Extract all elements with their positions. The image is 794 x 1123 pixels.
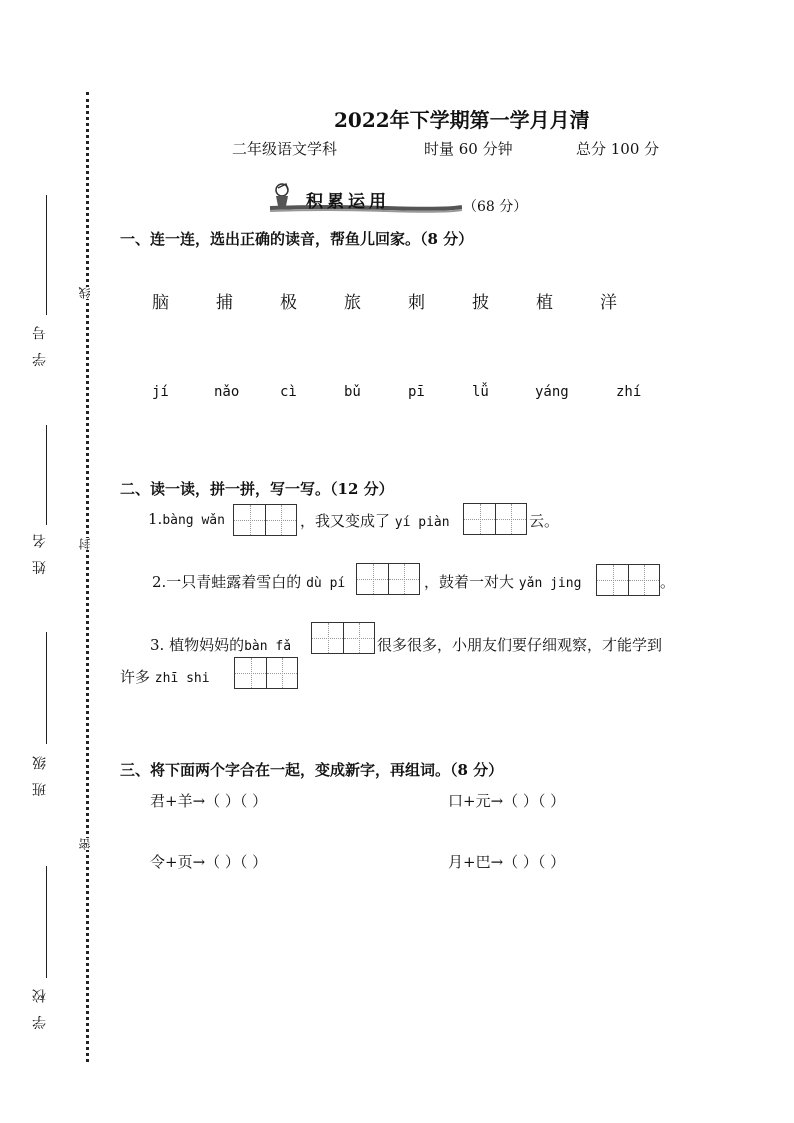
seal-secret-char: 密 (78, 838, 92, 850)
q2-line-1-pinyin-2: yí piàn (394, 515, 450, 530)
q1-pinyin: lǚ (472, 384, 489, 400)
q2-line-2-middle (424, 571, 581, 592)
school-label: 学 校 (32, 985, 48, 1030)
q3-item[interactable]: 君+羊→（ ）（ ） (150, 792, 268, 810)
name-line (46, 425, 47, 525)
section-score: （68 分） (463, 199, 528, 215)
q2-line-2-suffix: 。 (660, 573, 676, 591)
q2-line-2-text: 2.一只青蛙露着雪白的 (152, 573, 302, 591)
q2-line-2-pinyin-2: yǎn jing (518, 576, 582, 591)
q2-line-2-pinyin-1: dù pí (306, 576, 346, 591)
q2-line-4-text: 许多 (120, 668, 151, 686)
q1-pinyin: pī (408, 384, 425, 400)
q1-pinyin: zhí (616, 384, 642, 400)
student-no-label: 学 号 (32, 322, 48, 367)
binding-dotted-line (86, 92, 89, 1062)
q2-line-1-middle (300, 510, 450, 531)
question-1-title: 一、连一连，选出正确的读音，帮鱼儿回家。（8 分） (120, 230, 474, 248)
name-label: 姓 名 (32, 530, 48, 575)
answer-box[interactable] (463, 503, 527, 535)
question-3-title: 三、将下面两个字合在一起，变成新字，再组词。（8 分） (120, 761, 504, 779)
student-no-line (46, 195, 47, 315)
class-label: 班 级 (32, 752, 48, 797)
seal-line-char: 线 (78, 287, 92, 299)
answer-box[interactable] (596, 564, 660, 596)
class-line (46, 632, 47, 744)
q3-item[interactable]: 令+页→（ ）（ ） (150, 853, 268, 871)
q1-char: 脑 (152, 293, 169, 313)
q1-char: 旅 (344, 293, 361, 313)
total-score-label: 总分 100 分 (576, 140, 660, 158)
q1-char: 洋 (600, 293, 617, 313)
q1-pinyin: bǔ (344, 384, 361, 400)
q2-line-3-text: 3. 植物妈妈的 (150, 636, 245, 654)
q3-item[interactable]: 月+巴→（ ）（ ） (448, 853, 566, 871)
seal-seal-char: 封 (78, 538, 92, 550)
q1-pinyin: nǎo (214, 384, 240, 400)
q3-item[interactable]: 口+元→（ ）（ ） (448, 792, 566, 810)
q2-line-1-prefix (148, 510, 225, 528)
q2-line-1-pinyin-1: bàng wǎn (162, 513, 225, 528)
q2-line-4-prefix (120, 666, 210, 687)
section-title: 积累运用 (306, 192, 390, 212)
subject-label: 二年级语文学科 (232, 140, 338, 158)
q2-line-1-text: ，我又变成了 (300, 512, 391, 530)
q2-line-3-prefix (150, 634, 291, 655)
time-label: 时量 60 分钟 (424, 140, 513, 158)
q2-line-4-pinyin-1: zhī shi (154, 671, 210, 686)
answer-box[interactable] (234, 657, 298, 689)
school-line (46, 866, 47, 978)
q1-char: 刺 (408, 293, 425, 313)
q2-line-1-suffix: 云。 (529, 512, 560, 530)
q1-pinyin: yáng (535, 384, 569, 400)
q2-line-1-number: 1. (148, 510, 163, 528)
answer-box[interactable] (233, 504, 297, 536)
q2-line-2-text-2: ，鼓着一对大 (424, 573, 515, 591)
q1-char: 披 (472, 293, 489, 313)
q1-char: 植 (536, 293, 553, 313)
page-title: 2022年下学期第一学月月清 (334, 108, 590, 132)
q1-pinyin: jí (152, 384, 169, 400)
answer-box[interactable] (356, 563, 420, 595)
answer-box[interactable] (311, 622, 375, 654)
q1-char: 捕 (216, 293, 233, 313)
q2-line-2-prefix (152, 571, 345, 592)
question-2-title: 二、读一读，拼一拼，写一写。（12 分） (120, 480, 394, 498)
q1-char: 极 (280, 293, 297, 313)
q2-line-3-pinyin-1: bàn fǎ (244, 639, 292, 654)
q2-line-3-suffix: 很多很多，小朋友们要仔细观察，才能学到 (377, 636, 663, 654)
q1-pinyin: cì (280, 384, 297, 400)
